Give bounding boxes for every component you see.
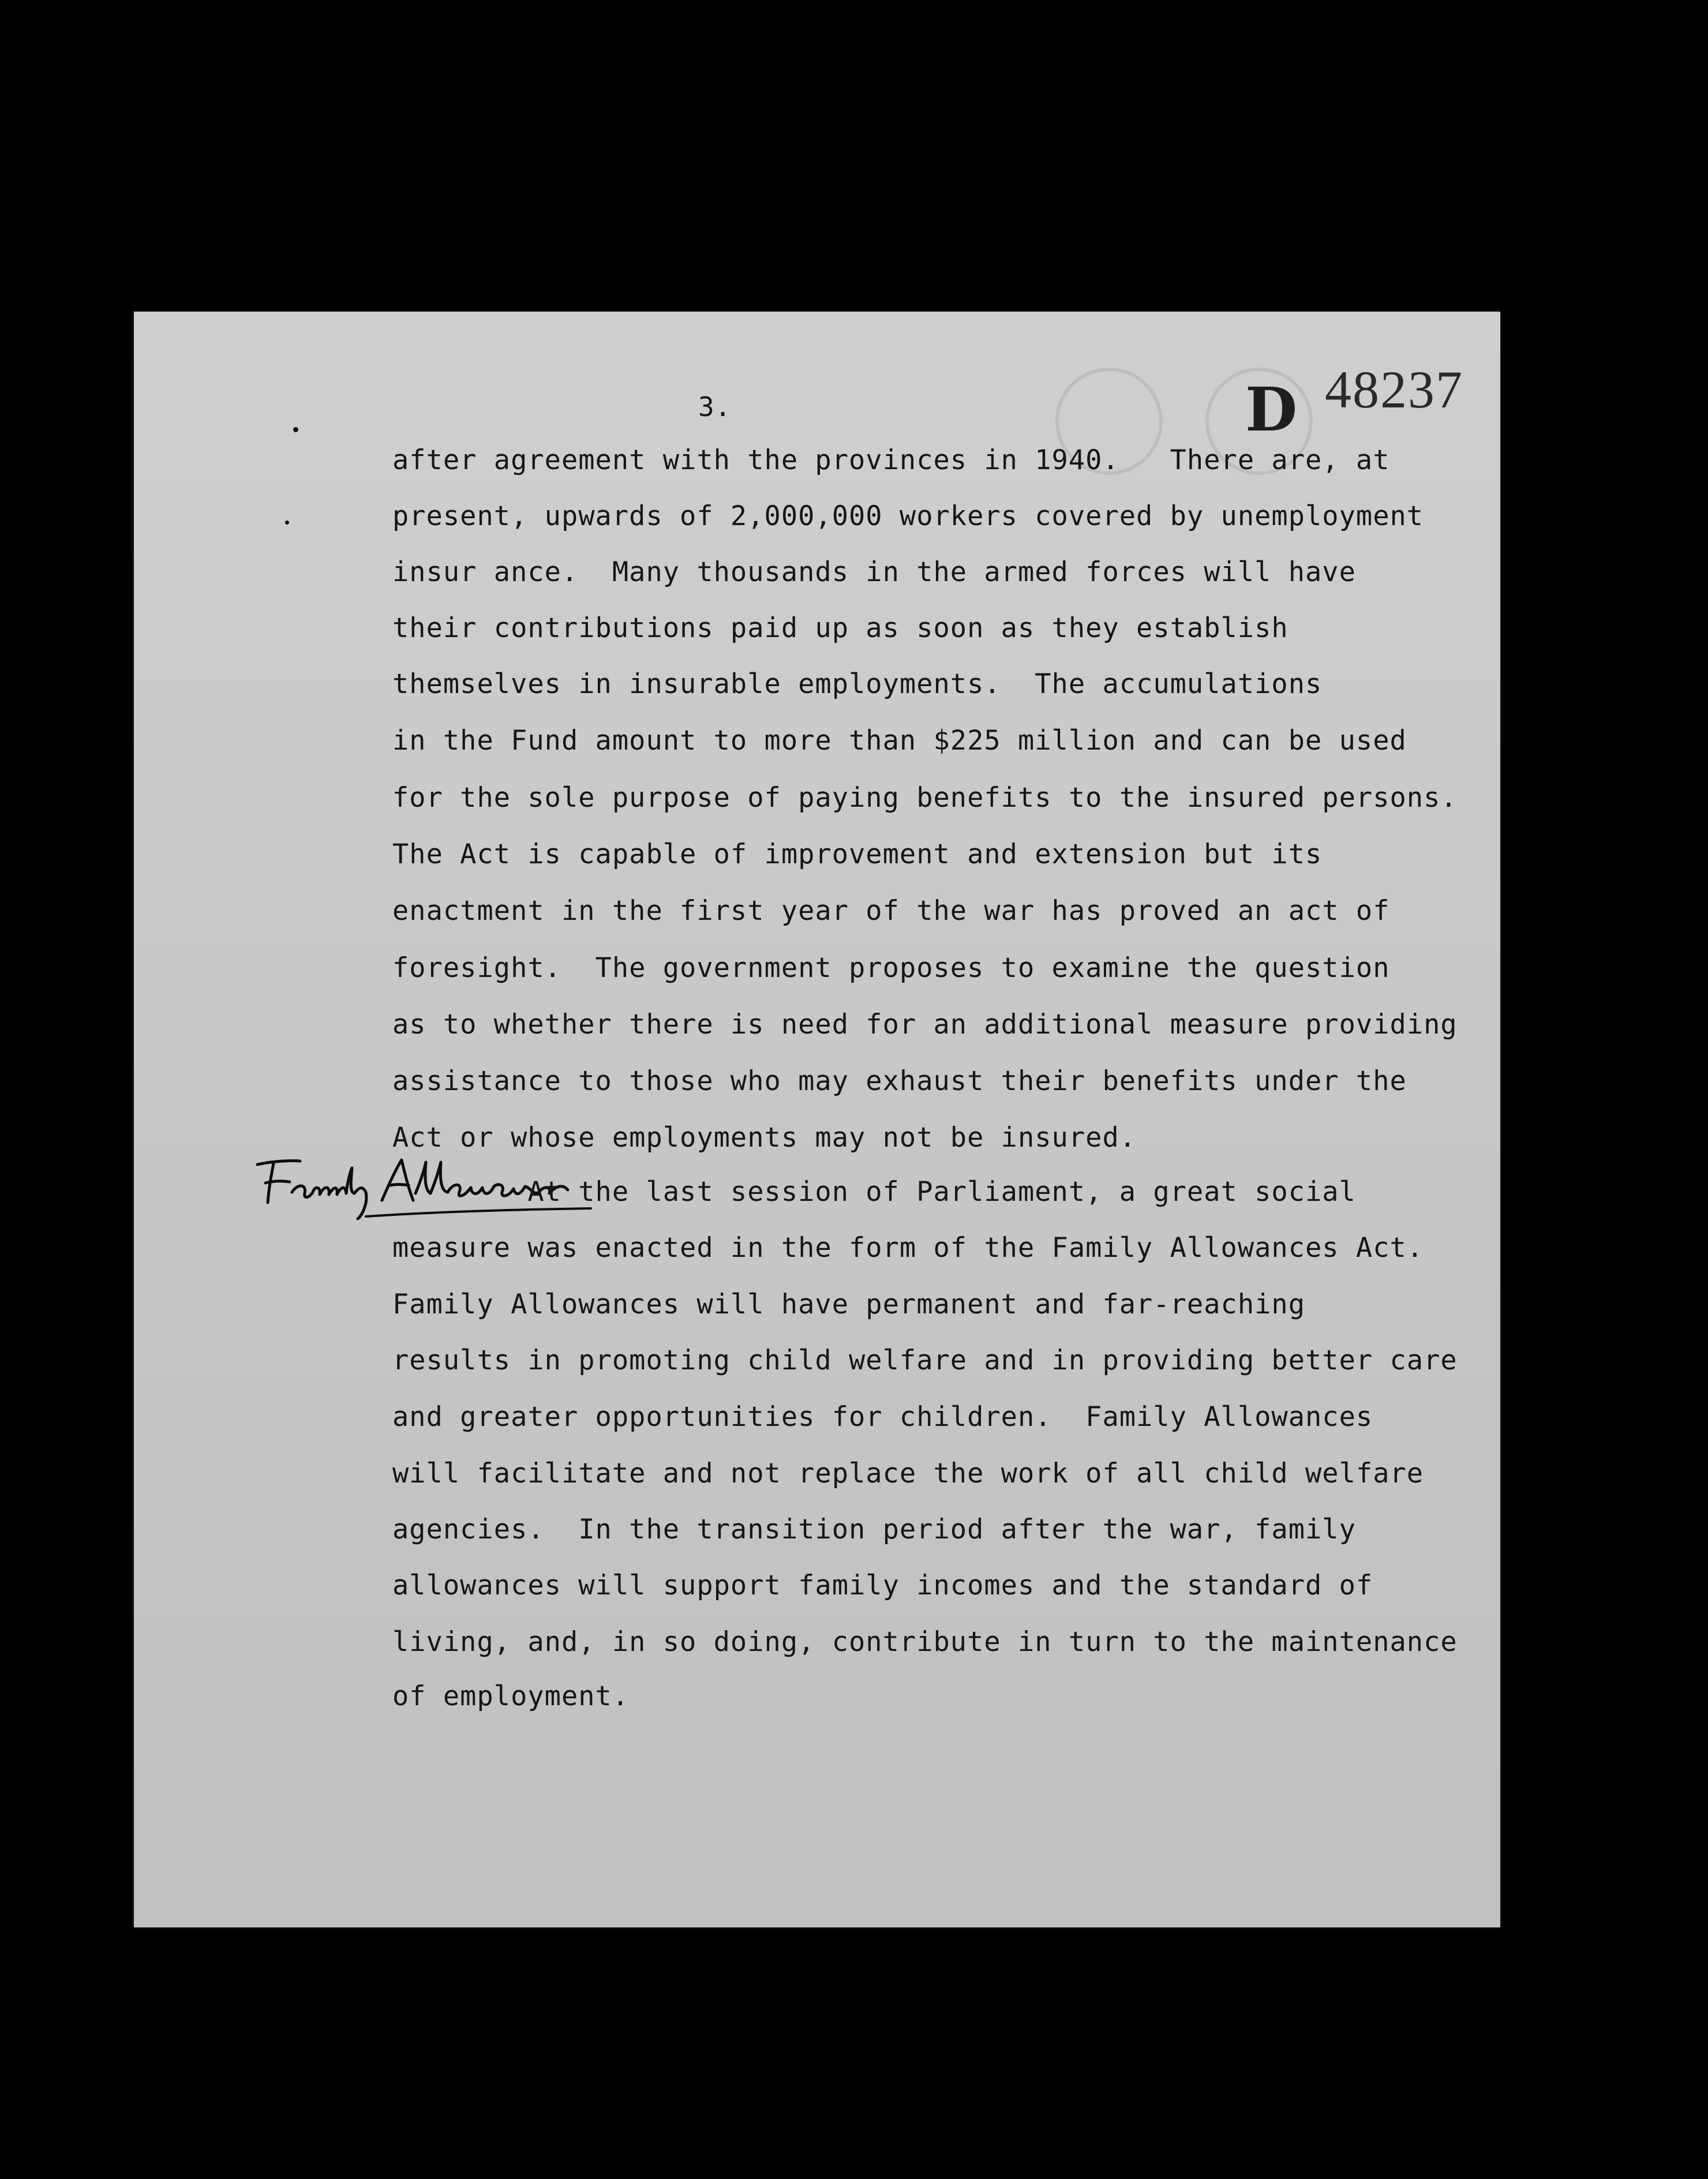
margin-speck <box>293 427 298 432</box>
body-line: as to whether there is need for an additional measure providing <box>392 1009 1458 1040</box>
archive-document-number: 48237 <box>1325 360 1463 419</box>
body-line: foresight. The government proposes to examine the question <box>392 952 1390 984</box>
body-line: measure was enacted in the form of the Family Allowances Act. <box>392 1232 1424 1264</box>
margin-speck <box>285 521 289 525</box>
body-line: living, and, in so doing, contribute in turn to the maintenance <box>392 1626 1458 1658</box>
page-number: 3. <box>698 391 732 422</box>
body-line: agencies. In the transition period after the war, family <box>392 1514 1356 1545</box>
body-line: enactment in the first year of the war has proved an act of <box>392 895 1390 927</box>
body-line: allowances will support family incomes and the standard of <box>392 1570 1373 1601</box>
archive-stamp-letter: D <box>1245 374 1298 445</box>
body-line: of employment. <box>392 1680 630 1712</box>
body-line: for the sole purpose of paying benefits to the insured persons. <box>392 782 1458 814</box>
body-line: themselves in insurable employments. The accumulations <box>392 668 1323 700</box>
body-line: insur ance. Many thousands in the armed forces will have <box>392 556 1356 588</box>
body-line: At the last session of Parliament, a great social <box>392 1176 1356 1208</box>
body-line: The Act is capable of improvement and extension but its <box>392 838 1323 870</box>
body-line: after agreement with the provinces in 1940. There are, at <box>392 444 1390 476</box>
document-page <box>134 312 1500 1927</box>
body-line: assistance to those who may exhaust their benefits under the <box>392 1065 1407 1097</box>
body-line: results in promoting child welfare and in providing better care <box>392 1345 1458 1376</box>
body-line: present, upwards of 2,000,000 workers covered by unemployment <box>392 500 1424 532</box>
body-line: will facilitate and not replace the work of all child welfare <box>392 1458 1424 1489</box>
body-line: Act or whose employments may not be insured. <box>392 1122 1137 1154</box>
body-line: their contributions paid up as soon as they establish <box>392 612 1289 644</box>
body-line: in the Fund amount to more than $225 million and can be used <box>392 725 1407 757</box>
body-line: Family Allowances will have permanent and far-reaching <box>392 1289 1306 1320</box>
body-line: and greater opportunities for children. Family Allowances <box>392 1401 1373 1433</box>
